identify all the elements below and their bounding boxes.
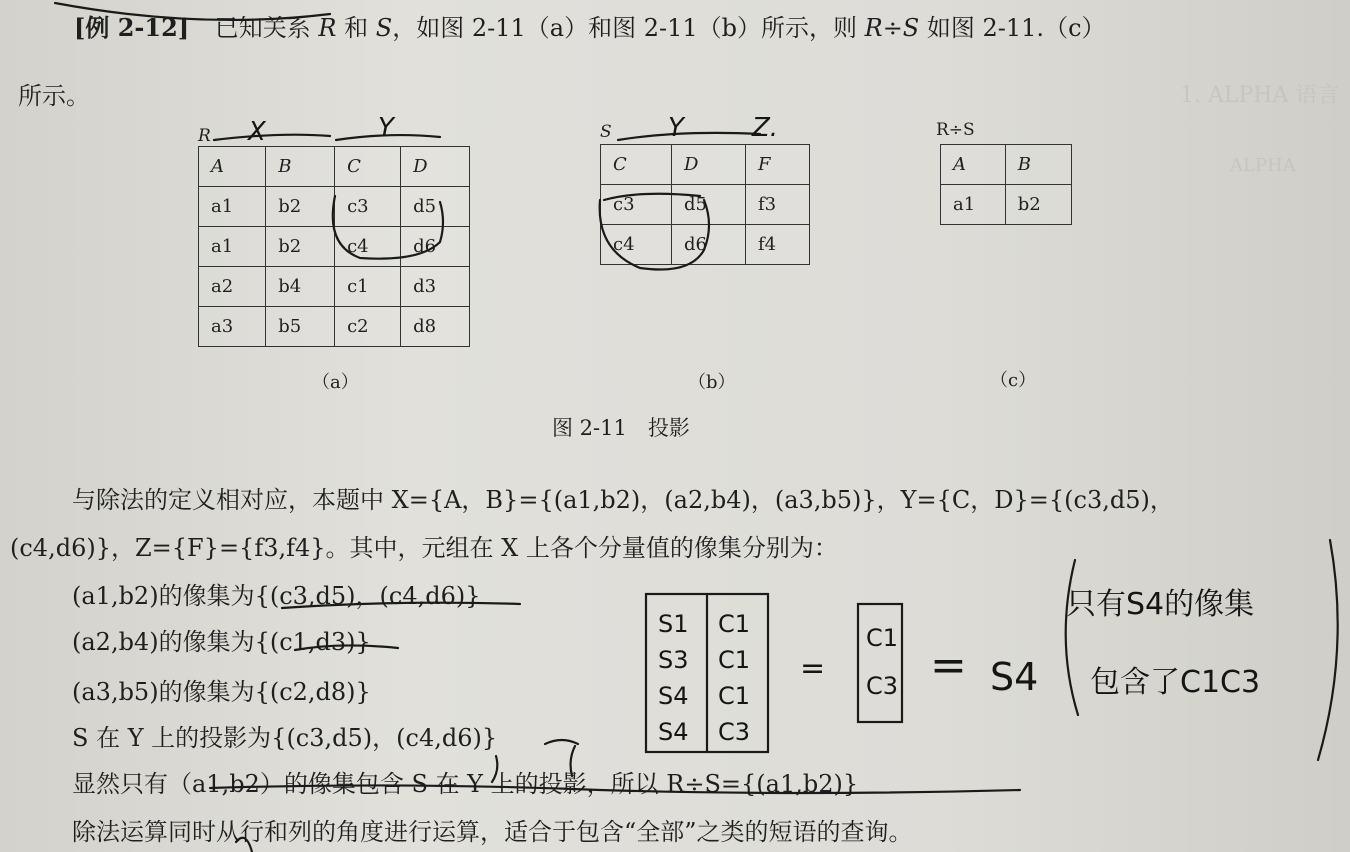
example-text: 已知关系 (214, 14, 311, 42)
table-cell: c3 (601, 185, 672, 225)
table-cell: f3 (745, 185, 809, 225)
table-cell: d5 (672, 185, 746, 225)
caption-a: （a） (312, 372, 359, 393)
table-header-cell: D (672, 145, 746, 185)
table-row (199, 227, 470, 267)
table-cell: a2 (199, 267, 266, 307)
table-cell: c2 (335, 307, 401, 347)
example-text: ，如图 2-11（a）和图 2-11（b）所示，则 (392, 14, 857, 42)
table-cell: c4 (335, 227, 401, 267)
table-cell: f4 (745, 225, 809, 265)
hand-table-cell: C1 (718, 682, 751, 710)
pen-writing (800, 587, 1260, 700)
example-tag: [例 2-12] (74, 13, 190, 42)
table-cell: d6 (401, 227, 470, 267)
hand-side-table (658, 610, 750, 746)
table-header-cell: F (745, 145, 809, 185)
body-line: (a3,b5)的像集为{(c2,d8)} (72, 678, 371, 706)
table-cell: c4 (601, 225, 672, 265)
hand-table-cell: S4 (658, 682, 689, 710)
figure-title: 图 2-11 投影 (552, 416, 690, 440)
relation-div-label: R÷S (936, 120, 975, 140)
body-line: 与除法的定义相对应，本题中 X={A，B}={(a1,b2)，(a2,b4)，(a3,b5)}，Y={C，D}={(c3,d5)， (72, 486, 1174, 514)
ghost-text: 1. ALPHA 语言 (1180, 83, 1340, 108)
pen-writing (246, 113, 778, 147)
table-cell: b2 (266, 227, 335, 267)
hand-z-mark: Z. (752, 113, 779, 143)
caption-b: （b） (688, 372, 736, 393)
table-header-row (199, 147, 470, 187)
table-cell: a3 (199, 307, 266, 347)
table-row (199, 187, 470, 227)
table-header-cell: B (1005, 145, 1071, 185)
ghost-text: ALPHA (1230, 155, 1296, 176)
hand-table-cell: C3 (718, 718, 751, 746)
hand-table-cell: C1 (718, 610, 751, 638)
hand-table-cell: C1 (718, 646, 751, 674)
table-cell: b5 (266, 307, 335, 347)
table-cell: a1 (941, 185, 1006, 225)
table-header-cell: C (601, 145, 672, 185)
hand-y-mark-s: Y (668, 113, 684, 143)
table-cell: a1 (199, 227, 266, 267)
table-header-row (601, 145, 810, 185)
table-cell: b2 (266, 187, 335, 227)
table-header-cell: D (401, 147, 470, 187)
hand-mid-item: C3 (866, 672, 899, 700)
hand-mid-item: C1 (866, 624, 899, 652)
table-row (601, 225, 810, 265)
example-text: 如图 2-11.（c） (926, 14, 1106, 42)
table-header-cell: A (941, 145, 1006, 185)
table-cell: b2 (1005, 185, 1071, 225)
table-cell: c3 (335, 187, 401, 227)
relation-r: R (318, 14, 337, 42)
relation-r-label: R (198, 126, 211, 146)
relation-s: S (375, 14, 393, 42)
body-line: 显然只有（a1,b2）的像集包含 S 在 Y 上的投影，所以 R÷S={(a1,b2)} (72, 770, 859, 798)
table-row (199, 267, 470, 307)
relation-r-table (198, 146, 470, 347)
relation-div-table (940, 144, 1072, 225)
hand-y-mark: Y (378, 113, 394, 143)
example-line (74, 8, 1106, 43)
example-text: 和 (344, 14, 369, 42)
body-line: S 在 Y 上的投影为{(c3,d5)，(c4,d6)} (72, 724, 498, 752)
hand-x-mark: X (248, 117, 266, 147)
table-cell: d8 (401, 307, 470, 347)
table-cell: b4 (266, 267, 335, 307)
relation-div: R÷S (864, 14, 920, 42)
body-line: 除法运算同时从行和列的角度进行运算，适合于包含“全部”之类的短语的查询。 (72, 818, 913, 846)
table-row (199, 307, 470, 347)
hand-equals: = (930, 640, 967, 691)
body-line: (a1,b2)的像集为{(c3,d5)，(c4,d6)} (72, 582, 481, 610)
hand-result: S4 (990, 655, 1039, 699)
caption-c: （c） (990, 370, 1037, 391)
table-cell: d3 (401, 267, 470, 307)
hand-table-cell: S1 (658, 610, 689, 638)
table-header-cell: C (335, 147, 401, 187)
table-cell: d5 (401, 187, 470, 227)
table-row (941, 185, 1072, 225)
table-cell: d6 (672, 225, 746, 265)
table-cell: a1 (199, 187, 266, 227)
table-header-cell: B (266, 147, 335, 187)
body-line: (c4,d6)}，Z={F}={f3,f4}。其中，元组在 X 上各个分量值的像集分别为： (10, 534, 838, 562)
hand-equals: = (800, 651, 826, 686)
hand-note: 包含了C1C3 (1090, 665, 1261, 700)
hand-table-cell: S4 (658, 718, 689, 746)
table-header-row (941, 145, 1072, 185)
body-line: (a2,b4)的像集为{(c1,d3)} (72, 628, 371, 656)
example-line-2: 所示。 (18, 82, 90, 110)
hand-table-cell: S3 (658, 646, 689, 674)
table-cell: c1 (335, 267, 401, 307)
relation-s-table (600, 144, 810, 265)
hand-note: 只有S4的像集 (1066, 587, 1255, 622)
relation-s-label: S (600, 122, 612, 142)
table-row (601, 185, 810, 225)
table-header-cell: A (199, 147, 266, 187)
